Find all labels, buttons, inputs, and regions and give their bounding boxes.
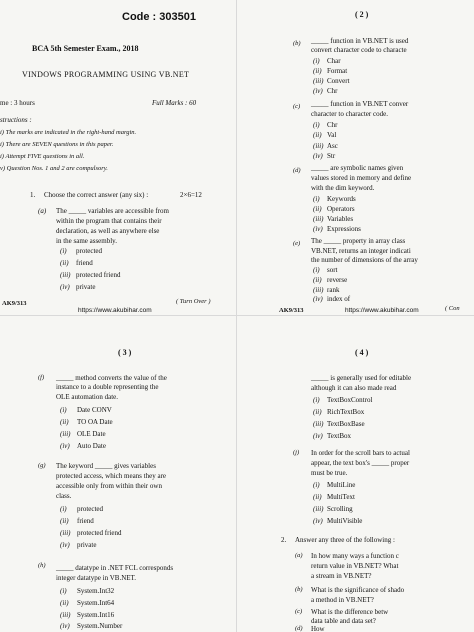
option-number: (i) — [60, 247, 67, 255]
page-divider-horizontal — [0, 315, 474, 316]
option-text: TO OA Date — [77, 418, 113, 426]
option-number: (i) — [313, 266, 320, 274]
question-marks: 2×6=12 — [180, 191, 202, 199]
question-line: the number of dimensions of the array — [311, 256, 418, 264]
option-number: (iii) — [60, 611, 71, 619]
instruction-line: v) Question Nos. 1 and 2 are compulsory. — [0, 165, 108, 172]
question-line: The keyword _____ gives variables — [56, 462, 156, 470]
option-number: (i) — [313, 121, 320, 129]
subject-title: VINDOWS PROGRAMMING USING VB.NET — [22, 70, 190, 79]
page-number: ( 2 ) — [355, 10, 369, 19]
sub-question-label: (c) — [295, 608, 303, 615]
option-text: TextBoxBase — [327, 420, 365, 428]
question-number: 2. — [281, 536, 287, 544]
option-text: Str — [327, 152, 336, 160]
question-line: accessible only from within their own — [56, 482, 162, 490]
question-line: _____ datatype in .NET FCL corresponds — [56, 564, 174, 572]
question-line: instance to a double representing the — [56, 383, 159, 391]
question-line: in the same assembly. — [56, 237, 117, 245]
option-number: (iv) — [313, 225, 323, 233]
question-text: Choose the correct answer (any six) : — [44, 191, 149, 199]
option-number: (iv) — [313, 517, 323, 525]
option-number: (i) — [60, 505, 67, 513]
option-number: (i) — [60, 406, 67, 414]
question-line: _____ is generally used for editable — [311, 374, 412, 382]
option-number: (ii) — [60, 517, 69, 525]
website-url: https://www.akubihar.com — [345, 307, 419, 314]
option-number: (iv) — [60, 283, 70, 291]
website-url: https://www.akubihar.com — [78, 307, 152, 314]
sub-question-label: (b) — [293, 40, 301, 47]
full-marks: Full Marks : 60 — [152, 99, 197, 107]
question-line: values stored in memory and define — [311, 174, 412, 182]
option-text: Chr — [327, 87, 338, 95]
option-number: (i) — [313, 396, 320, 404]
option-number: (iii) — [313, 142, 324, 150]
option-number: (iii) — [313, 215, 324, 223]
question-line: must be true. — [311, 469, 348, 477]
question-line: In how many ways a function c — [311, 552, 399, 560]
question-line: What is the significance of shado — [311, 586, 405, 594]
option-text: System.Number — [77, 622, 123, 630]
instruction-line: i) Attempt FIVE questions in all. — [0, 153, 85, 160]
question-line: although it can also made read — [311, 384, 397, 392]
option-text: friend — [77, 517, 94, 525]
option-number: (i) — [313, 195, 320, 203]
question-line: The _____ variables are accessible from — [56, 207, 169, 215]
sub-question-label: (g) — [38, 462, 46, 469]
sub-question-label: (d) — [293, 167, 301, 174]
option-number: (ii) — [60, 599, 69, 607]
paper-code: Code : 303501 — [122, 11, 196, 23]
sub-question-label: (j) — [293, 449, 300, 456]
exam-page-2 — [237, 0, 474, 316]
question-line: VB.NET, returns an integer indicati — [311, 247, 411, 255]
sub-question-label: (d) — [295, 625, 303, 632]
option-number: (ii) — [313, 205, 322, 213]
option-text: Date CONV — [77, 406, 112, 414]
option-text: System.Int16 — [77, 611, 115, 619]
sub-question-label: (f) — [38, 374, 45, 381]
option-text: TextBoxControl — [327, 396, 373, 404]
option-number: (iv) — [313, 432, 323, 440]
option-text: Variables — [327, 215, 354, 223]
option-number: (iv) — [60, 622, 70, 630]
option-number: (iii) — [313, 505, 324, 513]
option-text: Char — [327, 57, 341, 65]
instructions-label: structions : — [0, 116, 32, 124]
option-text: Expressions — [327, 225, 361, 233]
option-text: Operators — [327, 205, 355, 213]
question-line: data table and data set? — [311, 617, 376, 625]
question-line: _____ function in VB.NET is used — [311, 37, 409, 45]
option-number: (iii) — [60, 529, 71, 537]
sub-question-label: (e) — [293, 240, 301, 247]
option-text: TextBox — [327, 432, 352, 440]
option-text: protected friend — [77, 529, 122, 537]
question-line: within the program that contains their — [56, 217, 162, 225]
exam-page-1 — [0, 0, 237, 316]
option-text: Convert — [327, 77, 350, 85]
option-text: friend — [76, 259, 93, 267]
option-text: protected — [76, 247, 103, 255]
option-text: protected friend — [76, 271, 121, 279]
sub-question-label: (b) — [295, 586, 303, 593]
option-text: System.Int64 — [77, 599, 115, 607]
option-text: rank — [327, 286, 340, 294]
question-line: _____ function in VB.NET conver — [311, 100, 409, 108]
option-number: (i) — [313, 57, 320, 65]
option-text: protected — [77, 505, 104, 513]
option-number: (iii) — [313, 286, 324, 294]
option-number: (iv) — [60, 442, 70, 450]
option-text: RichTextBox — [327, 408, 365, 416]
question-line: appear, the text box's _____ proper — [311, 459, 410, 467]
page-number: ( 4 ) — [355, 348, 369, 357]
question-line: with the dim keyword. — [311, 184, 375, 192]
option-number: (ii) — [313, 131, 322, 139]
question-line: convert character code to characte — [311, 46, 407, 54]
option-text: private — [76, 283, 96, 291]
option-number: (iii) — [60, 430, 71, 438]
option-text: Val — [327, 131, 337, 139]
option-number: (iii) — [60, 271, 71, 279]
footer-code: AK9/313 — [279, 307, 304, 314]
exam-page-3 — [0, 316, 237, 632]
sub-question-label: (h) — [38, 562, 46, 569]
turn-over: ( Turn Over ) — [176, 298, 211, 305]
question-line: In order for the scroll bars to actual — [311, 449, 410, 457]
option-number: (ii) — [313, 67, 322, 75]
option-text: reverse — [327, 276, 348, 284]
question-line: protected access, which means they are — [56, 472, 167, 480]
question-line: The _____ property in array class — [311, 237, 406, 245]
question-line: declaration, as well as anywhere else — [56, 227, 160, 235]
option-number: (ii) — [313, 408, 322, 416]
option-number: (ii) — [60, 259, 69, 267]
option-number: (iv) — [313, 87, 323, 95]
option-number: (ii) — [313, 493, 322, 501]
sub-question-label: (c) — [293, 103, 301, 110]
option-number: (ii) — [60, 418, 69, 426]
option-text: MultiVisible — [327, 517, 363, 525]
option-text: MultiText — [327, 493, 355, 501]
question-line: _____ method converts the value of the — [56, 374, 167, 382]
option-text: index of — [327, 295, 351, 303]
question-line: _____ are symbolic names given — [311, 164, 404, 172]
question-line: return value in VB.NET? What — [311, 562, 399, 570]
question-line: OLE automation date. — [56, 393, 119, 401]
question-line: integer datatype in VB.NET. — [56, 574, 137, 582]
question-line: What is the difference betw — [311, 608, 389, 616]
sub-question-label: (a) — [295, 552, 303, 559]
page-divider-vertical — [236, 0, 237, 632]
option-number: (iv) — [60, 541, 70, 549]
option-text: Format — [327, 67, 348, 75]
option-text: sort — [327, 266, 338, 274]
option-number: (iv) — [313, 295, 323, 303]
question-text: Answer any three of the following : — [295, 536, 395, 544]
time-allowed: me : 3 hours — [0, 99, 35, 107]
option-number: (iii) — [313, 420, 324, 428]
option-number: (iv) — [313, 152, 323, 160]
question-line: a method in VB.NET? — [311, 596, 374, 604]
exam-title: BCA 5th Semester Exam., 2018 — [32, 44, 139, 53]
option-text: private — [77, 541, 97, 549]
question-line: How — [311, 625, 325, 632]
instruction-line: i) The marks are indicated in the right-hand margin. — [0, 129, 137, 136]
option-text: Asc — [327, 142, 338, 150]
sub-question-label: (a) — [38, 207, 47, 215]
option-text: Chr — [327, 121, 338, 129]
exam-page-4 — [237, 316, 474, 632]
option-text: System.Int32 — [77, 587, 115, 595]
option-text: OLE Date — [77, 430, 106, 438]
question-line: class. — [56, 492, 72, 500]
option-text: Keywords — [327, 195, 356, 203]
continued-label: ( Con — [445, 305, 460, 312]
option-number: (ii) — [313, 276, 322, 284]
option-number: (i) — [313, 481, 320, 489]
question-line: a stream in VB.NET? — [311, 572, 372, 580]
question-number: 1. — [30, 191, 36, 199]
option-text: MultiLine — [327, 481, 356, 489]
option-number: (i) — [60, 587, 67, 595]
page-number: ( 3 ) — [118, 348, 132, 357]
option-text: Scrolling — [327, 505, 353, 513]
instruction-line: i) There are SEVEN questions in this paper. — [0, 141, 114, 148]
footer-code: AK9/313 — [2, 300, 27, 307]
question-line: character to character code. — [311, 110, 388, 118]
option-text: Auto Date — [77, 442, 106, 450]
option-number: (iii) — [313, 77, 324, 85]
